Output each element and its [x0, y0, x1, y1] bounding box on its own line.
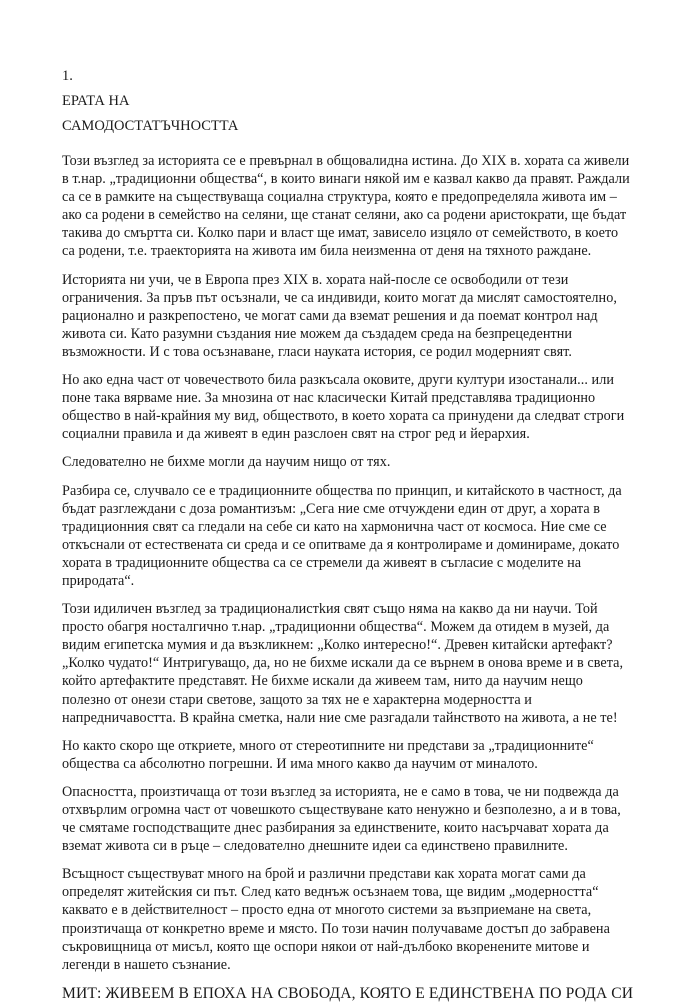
chapter-title-line-2: САМОДОСТАТЪЧНОСТТА	[62, 118, 239, 134]
body-text	[62, 152, 634, 1003]
paragraph-6: Този идиличен възглед за традиционалистkия свят също няма на какво да ни научи. Той просто обагря носталгично т.нар. „традиционни общества“. Можем да отидем в музей, да видим египетска мумия и да възкликнем: „Колко интересно!“. Древен китайски артефакт? „Колко чудато!“ Интригуващо, да, но не бихме искали да се върнем в онова време и в света, който артефактите представят. Не бихме искали да живеем там, нито да научим нещо полезно от онези стари светове, защото за тях не е характерна модерността и напредничавостта. В крайна сметка, нали ние сме разгадали тайнството на живота, а не те!	[62, 601, 624, 726]
chapter-number: 1.	[62, 68, 73, 84]
paragraph-9: Всъщност съществуват много на брой и различни представи как хората могат сами да определят житейския си път. След като веднъж осъзнаем това, ще видим „модерността“ каквато е в действителност – просто една от многото системи за възприемане на света, произтичаща от конкретно време и място. По този начин получаваме достъп до забравена съкровищница от мисъл, която ще оспори някои от най-дълбоко вкоренените митове и легенди в нашето съзнание.	[62, 866, 610, 973]
paragraph-7: Но както скоро ще откриете, много от стереотипните ни представи за „традиционните“ общества са абсолютно погрешни. И има много какво да научим от миналото.	[62, 737, 594, 772]
chapter-heading	[62, 64, 622, 139]
paragraph-8: Опасността, произтичаща от този възглед за историята, не е само в това, че ни подвежда да отхвърлим огромна част от човешкото съществуване като ненужно и безполезно, а и в това, че смятаме господстващите днес разбирания за единствените, които насърчават хората да вземат живота си в ръце – следователно днешните идеи са единствено правилните.	[62, 783, 621, 855]
paragraph-3: Но ако една част от човечеството била разкъсала оковите, други култури изостанали... или поне така вярваме ние. За мнозина от нас класически Китай представлява традиционно общество в най-крайния му вид, обществото, в което хората са принудени да следват строги социални правила и да живеят в един разслоен свят на строг ред и йерархия.	[62, 372, 625, 443]
paragraph-5: Разбира се, случвало се е традиционните общества по принцип, и китайското в частност, да бъдат разглеждани с доза романтизъм: „Сега ние сме отчуждени един от друг, а хората в традиционния свят са гледали на себе си като на хармонична част от космоса. Ние сме се откъснали от естествената си среда и се опитваме да я контролираме и доминираме, докато хората в традиционните общества са се стремели да живеят в съгласие с моделите на природата“.	[62, 482, 622, 589]
paragraph-4: Следователно не бихме могли да научим нищо от тях.	[62, 454, 391, 471]
chapter-title-line-1: ЕРАТА НА	[62, 93, 130, 109]
paragraph-1: Този възглед за историята се е превърнал в общовалидна истина. До XIX в. хората са живели в т.нар. „традиционни общества“, в които винаги някой им е казвал какво да правят. Раждали са се в рамките на съществуваща социална структура, която е предопределяла живота им – ако са родени в семейство на селяни, ще станат селяни, ако са родени аристократи, ще бъдат такива до смъртта си. Колко пари и власт ще имат, зависело изцяло от семейството, в което са родени, т.е. траекторията на живота им била неизменна от деня на тяхното раждане.	[62, 153, 630, 260]
myth-heading: МИТ: ЖИВЕЕМ В ЕПОХА НА СВОБОДА, КОЯТО Е ЕДИНСТВЕНА ПО РОДА СИ	[62, 984, 634, 1002]
paragraph-2: Историята ни учи, че в Европа през XIX в. хората най-после се освободили от тези ограничения. За пръв път осъзнали, че са индивиди, които могат да мислят самостоятелно, рационално и разкрепостено, че могат сами да вземат решения и да поемат контрол над живота си. Като разумни създания ние можем да създадем среда на безпрецедентни възможности. И с това осъзнаване, гласи науката история, се родил модерният свят.	[62, 271, 617, 360]
